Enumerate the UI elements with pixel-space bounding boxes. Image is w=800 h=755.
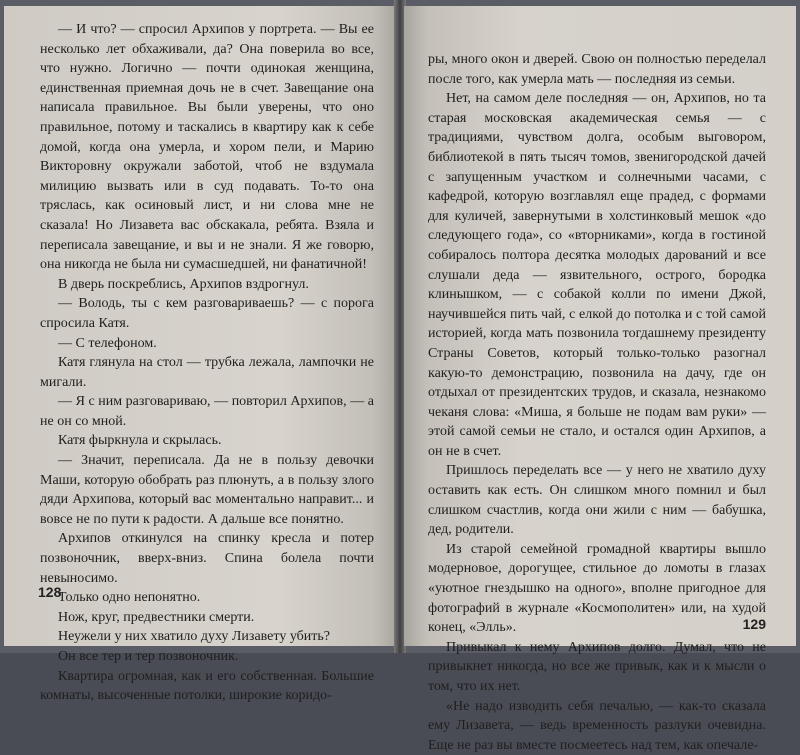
left-page-text	[40, 20, 374, 706]
paragraph: Нет, на самом деле последняя — он, Архипов, но та старая московская академическая семья — с традициями, чувством долга, особым выговором, библиотекой в пять тысяч томов, звенигородской дачей с запущенным участком и солнечными часами, с кафедрой, которую возглавлял еще прадед, с формами для куличей, завернутыми в холстинковый мешок «до следующего года», со «вторниками», когда в гостиной собиралось полтора десятка молодых дарований и все слушали деда — язвительного, острого, бородка клинышком, — с собакой колли по имени Джой, научившейся пить чай, с елкой до потолка и с той самой историей, когда мать позвонила тогдашнему президенту Страны Советов, который только-только разогнал какую-то демонстрацию, позвонила на дачу, где он отдыхал от президентских трудов, и сказала, незнакомо чеканя слова: «Миша, я больше не подам вам руки» — этой самой семьи не стало, и остался один Архипов, а он не в счет.	[428, 91, 766, 459]
paragraph: Только одно непонятно.	[58, 590, 201, 606]
paragraph: «Не надо изводить себя печалью, — как-то сказала ему Лизавета, — ведь временность разлуки очевидна. Еще не раз вы вместе посмеетесь над тем, как опечале-	[428, 698, 766, 753]
paragraph: Он все тер и тер позвоночник.	[58, 649, 239, 664]
paragraph: — С телефоном.	[58, 335, 157, 351]
paragraph: Катя фыркнула и скрылась.	[58, 433, 222, 449]
paragraph: — Значит, переписала. Да не в пользу девочки Маши, которую обобрать раз плюнуть, а в пользу злого дяди Архипова, который вас моментально направит... и вовсе не по пути к радости. А дальше все понятно.	[40, 453, 374, 527]
paragraph: Привыкал к нему Архипов долго. Думал, что не привыкнет никогда, но все же привык, как и к мысли о том, что их нет.	[428, 639, 766, 694]
left-page	[4, 6, 396, 704]
paragraph: Катя глянула на стол — трубка лежала, лампочки не мигали.	[40, 355, 374, 390]
page-number-right: 129	[742, 616, 766, 632]
paragraph: В дверь поскреблись, Архипов вздрогнул.	[58, 276, 309, 292]
paragraph: Нож, круг, предвестники смерти.	[58, 609, 255, 625]
paragraph: Неужели у них хватило духу Лизавету убить?	[58, 629, 330, 645]
right-page-text	[428, 50, 766, 755]
paragraph: Пришлось переделать все — у него не хватило духу оставить как есть. Он слишком много помнил и был слишком счастлив, когда они жили с ним — бабушка, дед, родители.	[428, 463, 766, 538]
paragraph: — Я с ним разговариваю, — повторил Архипов, — а не он со мной.	[40, 394, 374, 429]
page-number-left: 128	[38, 584, 62, 600]
right-page	[404, 6, 796, 753]
paragraph: Из старой семейной громадной квартиры вышло модерновое, дорогущее, стильное до ломоты в глазах «уютное гнездышко на одного», вполне пригодное для фотографий в журнале «Космополитен» или, на худой конец, «Элль».	[428, 541, 766, 636]
paragraph-continuation: ры, много окон и дверей. Свою он полностью переделал после того, как умерла мать — последняя из семьи.	[428, 52, 766, 87]
paragraph: Квартира огромная, как и его собственная. Большие комнаты, высоченные потолки, широкие коридо-	[40, 668, 374, 704]
paragraph: Архипов откинулся на спинку кресла и потер позвоночник, вверх-вниз. Спина болела почти невыносимо.	[40, 531, 374, 586]
paragraph: — Володь, ты с кем разговариваешь? — с порога спросила Катя.	[40, 296, 374, 331]
paragraph: — И что? — спросил Архипов у портрета. — Вы ее несколько лет обхаживали, да? Она поверила во все, что нужно. Логично — почти одинокая женщина, единственная приемная дочь не в счет. Завещание она написала правильное. Вы были уверены, что оно правильное, потому и таскались в квартиру как к себе домой, когда она умерла, и хором пели, и Марию Викторовну окружали заботой, чтоб не вздумала милицию вызвать или в суд подавать. То-то она тряслась, как осиновый лист, и ни слова мне не сказала! Но Лизавета вас обскакала, ребята. Взяла и переписала завещание, и вы и не знали. Я же говорю, она никогда не была ни сумасшедшей, ни фанатичной!	[40, 22, 374, 273]
